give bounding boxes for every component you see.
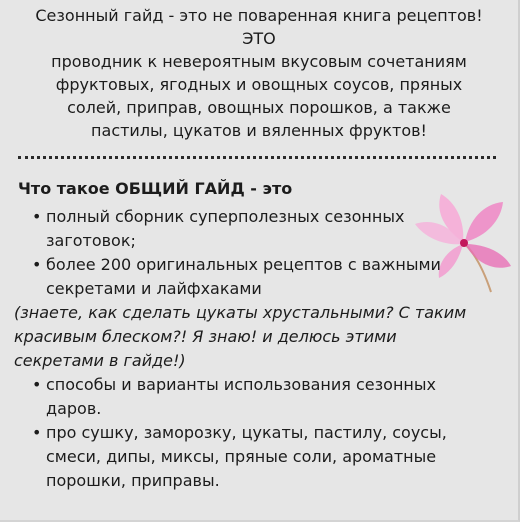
note-line: секретами в гайде!) [14, 351, 186, 370]
intro-line: ЭТО [242, 29, 276, 48]
intro-paragraph [0, 4, 518, 142]
list-item-line: даров. [46, 399, 102, 418]
italic-note [0, 301, 518, 373]
intro-line: проводник к невероятным вкусовым сочетаниям [51, 52, 467, 71]
list-item-line: секретами и лайфхаками [46, 279, 262, 298]
intro-line: пастилы, цукатов и вяленных фруктов! [91, 121, 427, 140]
list-item [0, 205, 518, 253]
intro-line: солей, приправ, овощных порошков, а также [67, 98, 451, 117]
dotted-divider [18, 156, 496, 159]
list-item-line: заготовок; [46, 231, 136, 250]
list-item-line: способы и варианты использования сезонных [46, 375, 436, 394]
list-item-line: порошки, приправы. [46, 471, 220, 490]
section-heading: Что такое ОБЩИЙ ГАЙД - это [18, 179, 293, 198]
note-line: (знаете, как сделать цукаты хрустальными? С таким [14, 303, 467, 322]
bullet: • [32, 255, 42, 274]
list-item-line: про сушку, заморозку, цукаты, пастилу, соусы, [46, 423, 447, 442]
bullet: • [32, 207, 42, 226]
note-line: красивым блеском?! Я знаю! и делюсь этими [14, 327, 397, 346]
list-item-line: полный сборник суперполезных сезонных [46, 207, 405, 226]
list-item-line: более 200 оригинальных рецептов с важными [46, 255, 441, 274]
feature-list [0, 205, 518, 493]
list-item-line: смеси, дипы, миксы, пряные соли, ароматные [46, 447, 437, 466]
bullet: • [32, 375, 42, 394]
list-item [0, 253, 518, 301]
intro-line: Сезонный гайд - это не поваренная книга рецептов! [35, 6, 483, 25]
bullet: • [32, 423, 42, 442]
list-item [0, 421, 518, 493]
intro-line: фруктовых, ягодных и овощных соусов, пряных [55, 75, 463, 94]
list-item [0, 373, 518, 421]
